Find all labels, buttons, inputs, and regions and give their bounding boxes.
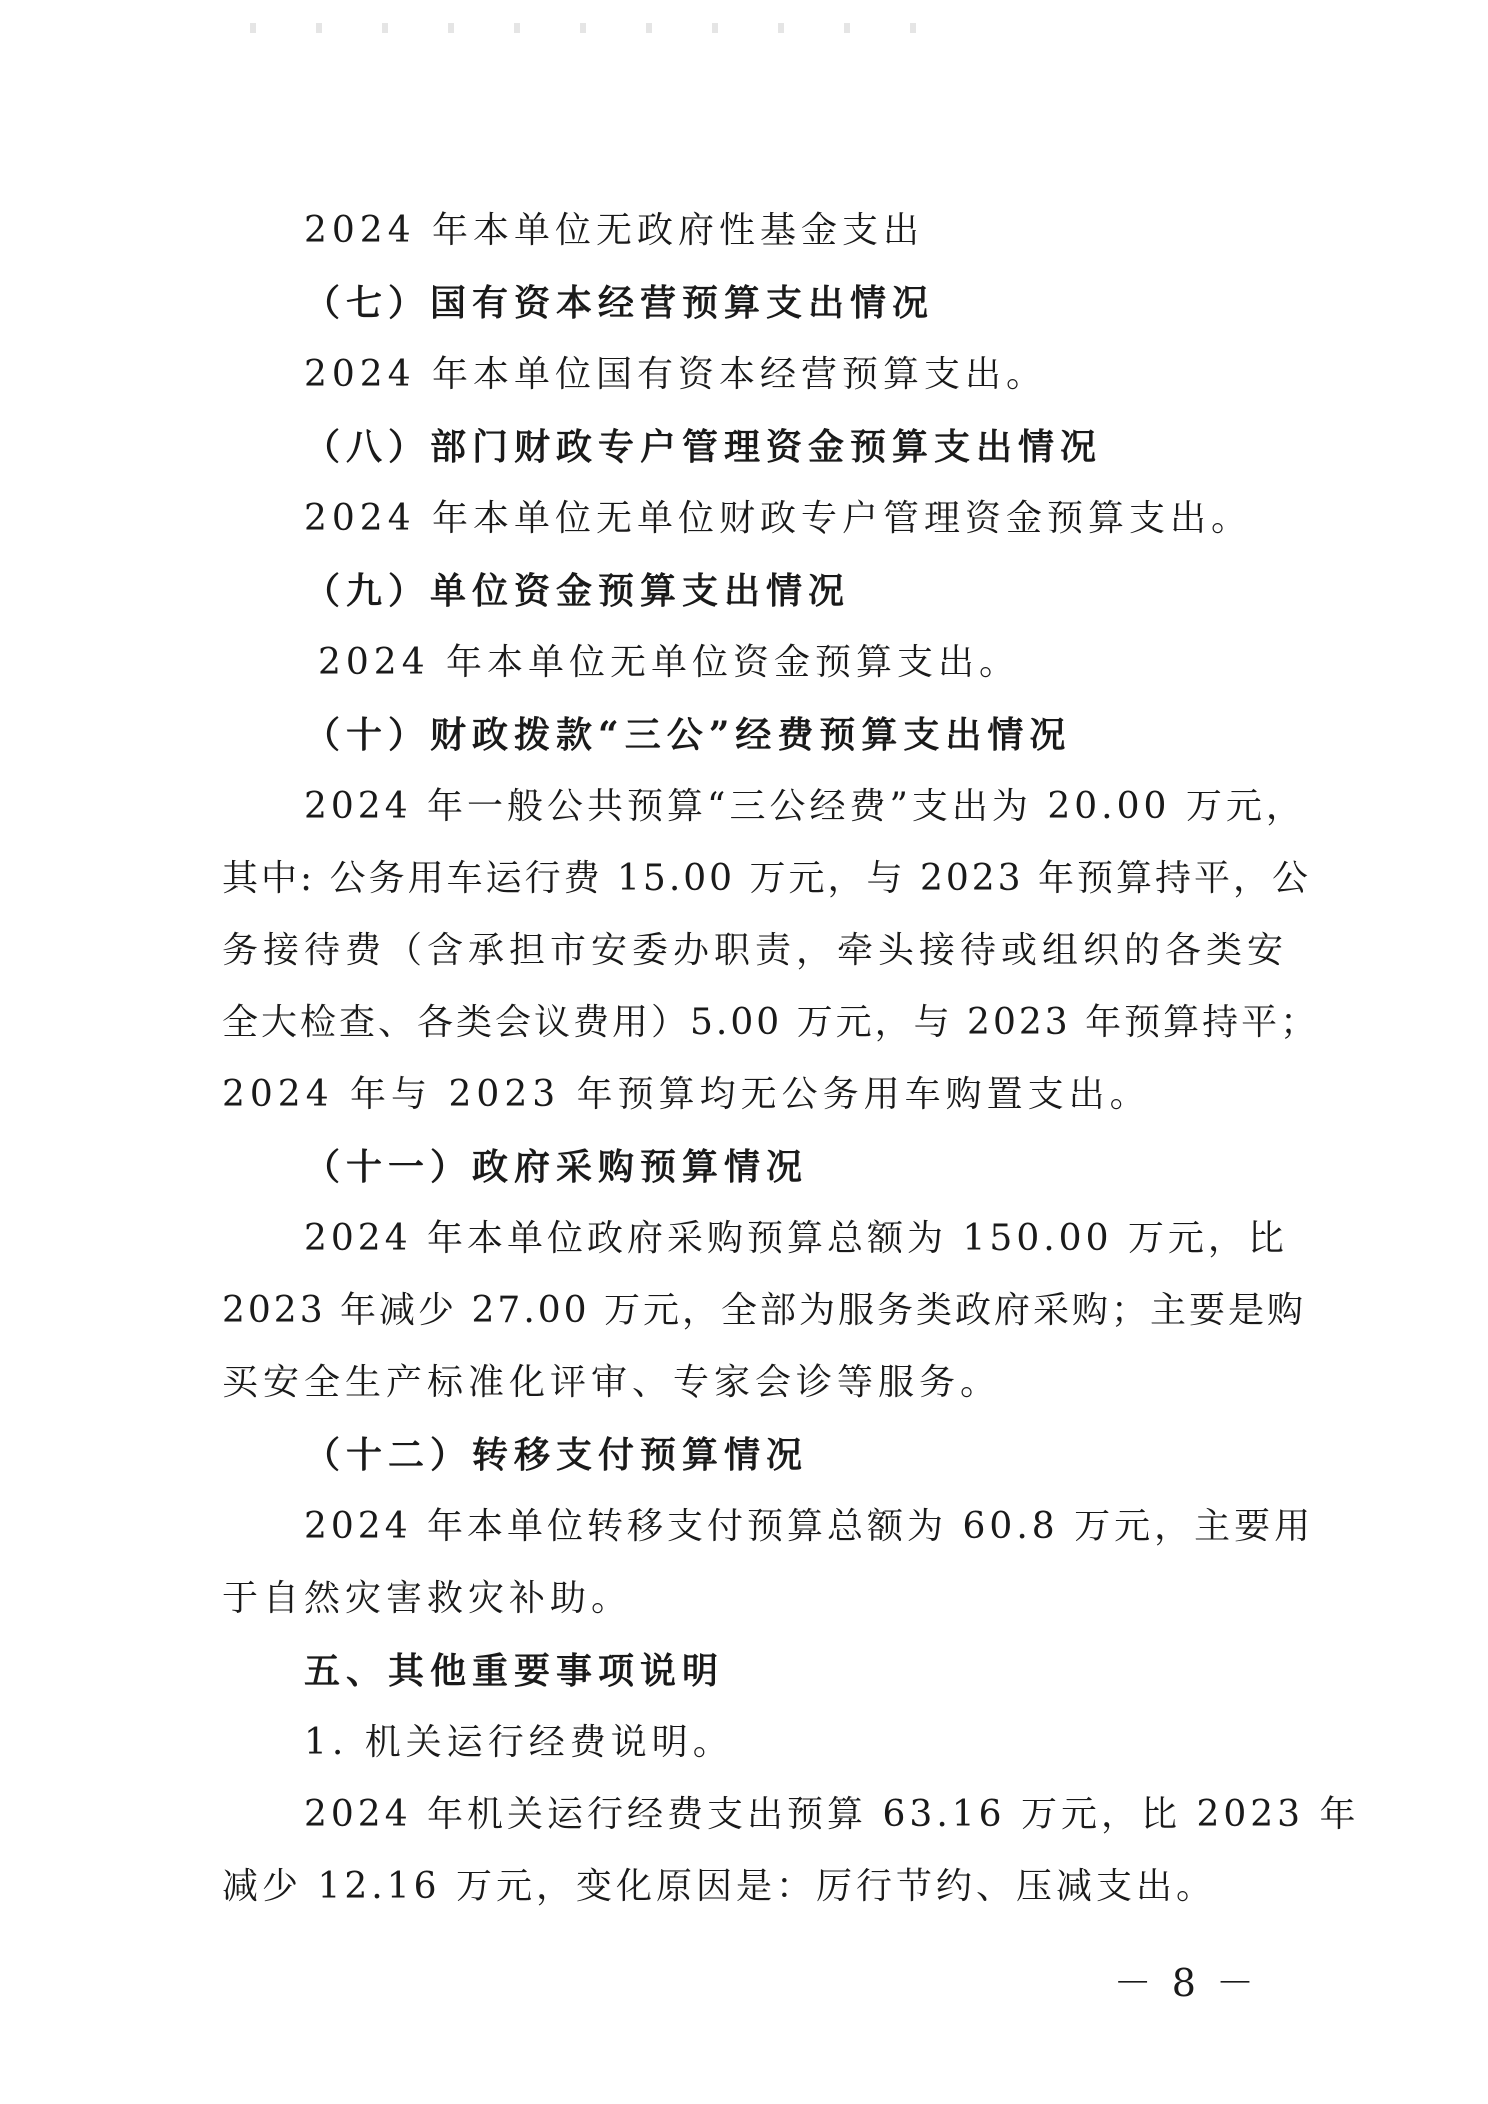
paragraph-line: 2024 年本单位转移支付预算总额为 60.8 万元，主要用 bbox=[304, 1506, 1315, 1547]
paragraph-line: 2024 年本单位无政府性基金支出 bbox=[304, 210, 925, 251]
section-heading: （十）财政拨款“三公”经费预算支出情况 bbox=[304, 714, 1072, 756]
section-heading: （九）单位资金预算支出情况 bbox=[304, 570, 851, 612]
scan-artifacts bbox=[250, 18, 1010, 38]
paragraph-line: 于自然灾害救灾补助。 bbox=[222, 1578, 633, 1619]
page-number: － 8 － bbox=[1113, 1961, 1258, 2005]
paragraph-line: 买安全生产标准化评审、专家会诊等服务。 bbox=[222, 1362, 1002, 1403]
paragraph-line: 全大检查、各类会议费用）5.00 万元，与 2023 年预算持平； bbox=[222, 1002, 1320, 1043]
paragraph-line: 2024 年本单位无单位财政专户管理资金预算支出。 bbox=[304, 498, 1253, 539]
paragraph-line: 其中: 公务用车运行费 15.00 万元，与 2023 年预算持平，公 bbox=[222, 858, 1312, 899]
section-heading: （八）部门财政专户管理资金预算支出情况 bbox=[304, 426, 1103, 468]
paragraph-line: 2023 年减少 27.00 万元，全部为服务类政府采购；主要是购 bbox=[222, 1290, 1307, 1331]
section-heading: （七）国有资本经营预算支出情况 bbox=[304, 282, 935, 324]
section-heading: （十二）转移支付预算情况 bbox=[304, 1434, 809, 1476]
section-heading: （十一）政府采购预算情况 bbox=[304, 1146, 809, 1188]
paragraph-line: 1. 机关运行经费说明。 bbox=[304, 1722, 734, 1763]
paragraph-line: 务接待费（含承担市安委办职责，牵头接待或组织的各类安 bbox=[222, 930, 1289, 971]
paragraph-line: 2024 年一般公共预算“三公经费”支出为 20.00 万元， bbox=[304, 786, 1306, 827]
paragraph-line: 2024 年本单位政府采购预算总额为 150.00 万元，比 bbox=[304, 1218, 1288, 1259]
paragraph-line: 2024 年本单位无单位资金预算支出。 bbox=[318, 642, 1021, 683]
section-heading: 五、其他重要事项说明 bbox=[304, 1650, 725, 1692]
paragraph-line: 减少 12.16 万元，变化原因是：厉行节约、压减支出。 bbox=[222, 1866, 1216, 1907]
paragraph-line: 2024 年机关运行经费支出预算 63.16 万元，比 2023 年 bbox=[304, 1794, 1360, 1835]
paragraph-line: 2024 年与 2023 年预算均无公务用车购置支出。 bbox=[222, 1074, 1151, 1115]
paragraph-line: 2024 年本单位国有资本经营预算支出。 bbox=[304, 354, 1048, 395]
